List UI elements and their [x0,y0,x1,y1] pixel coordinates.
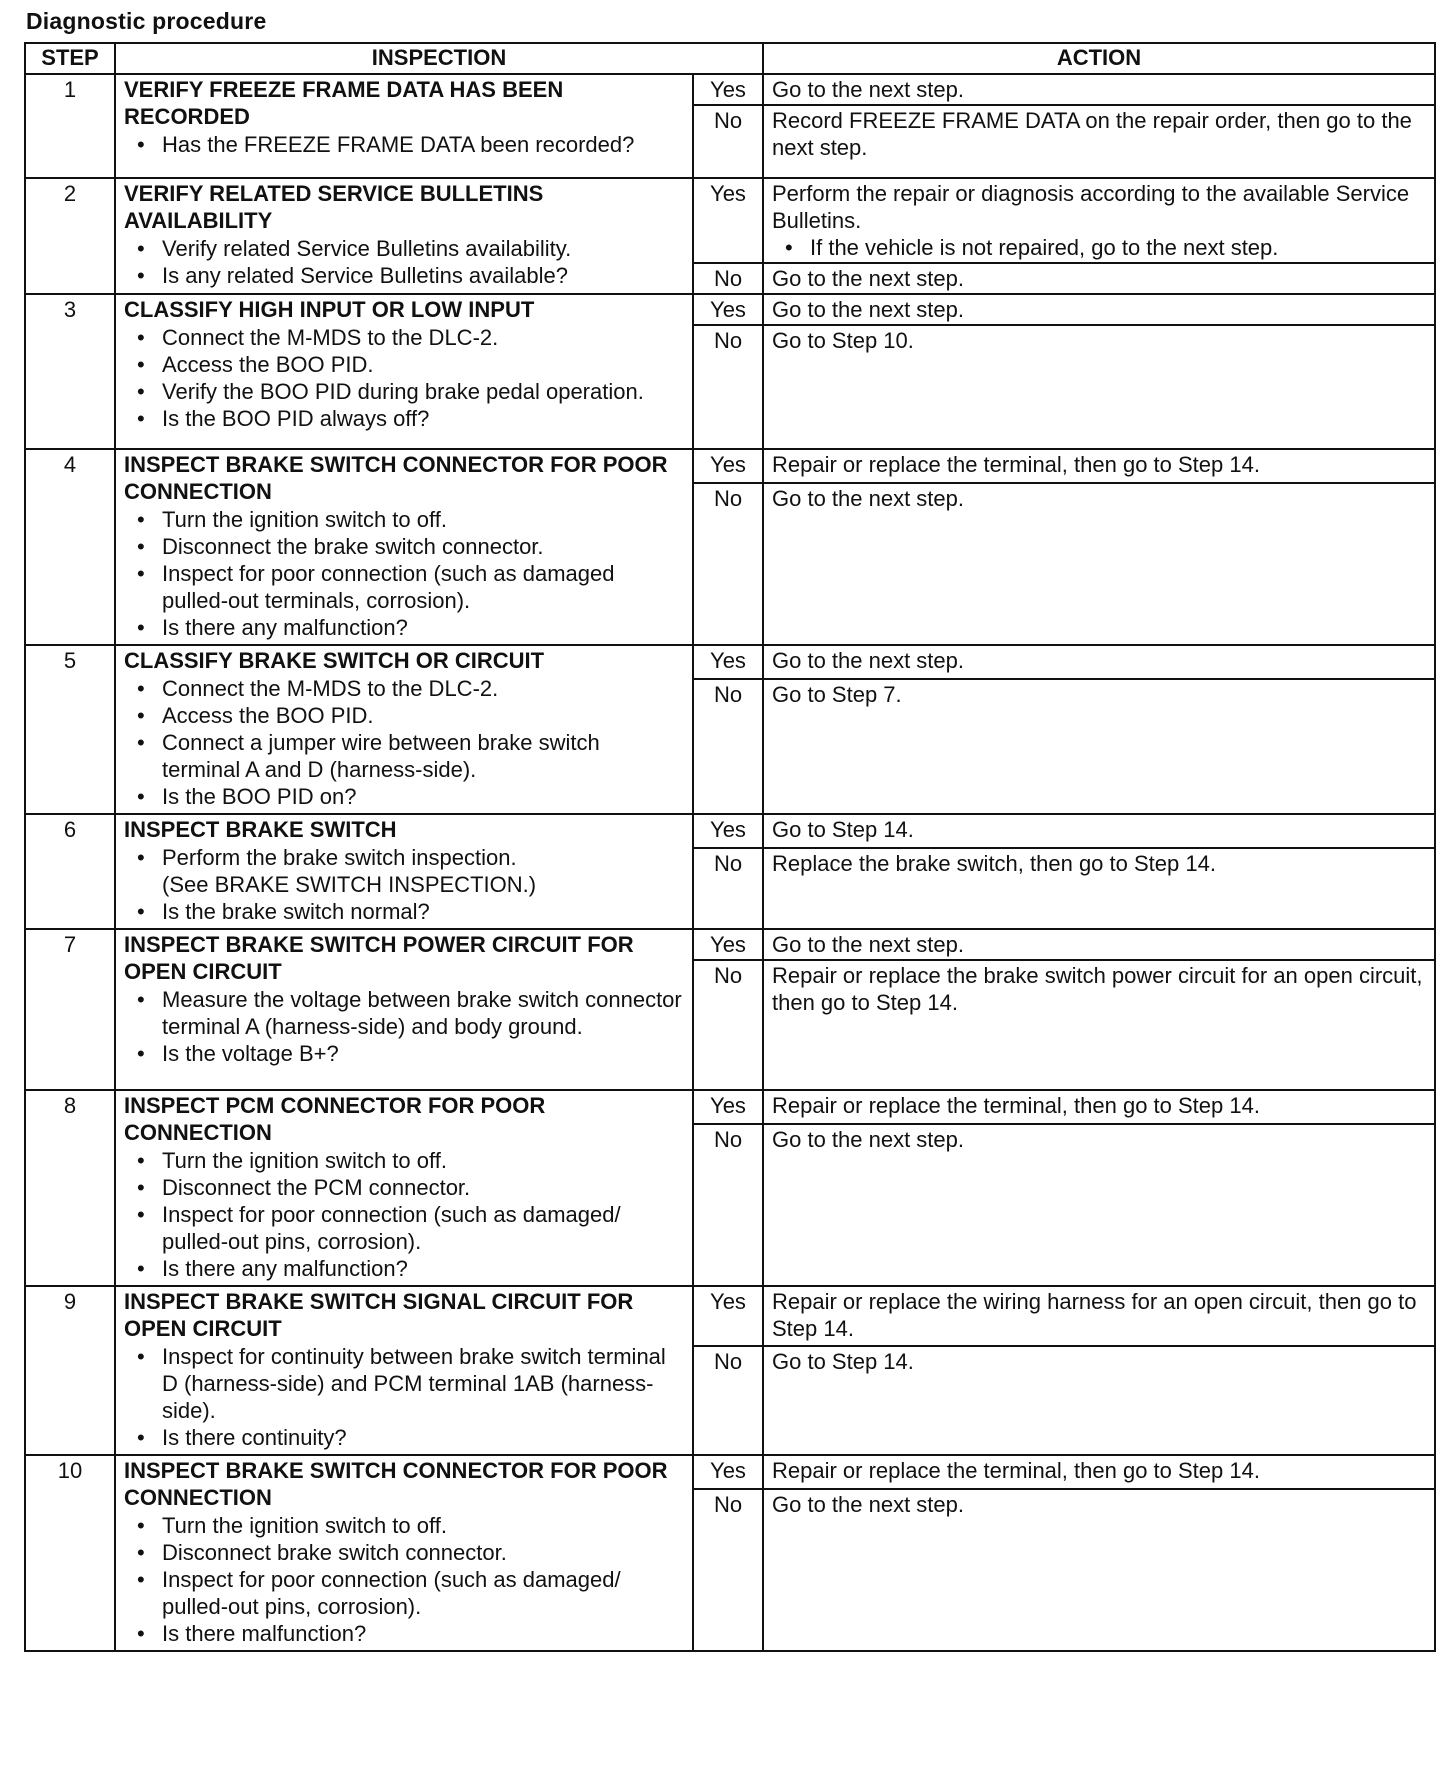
inspection-cell [115,449,693,645]
no-action-cell [763,483,1435,645]
no-action-text: Go to the next step. [772,1126,965,1152]
step-number: 3 [25,294,115,449]
inspection-cell [115,1286,693,1455]
no-label: No [693,679,763,814]
inspection-bullet-list [124,986,684,1067]
table-row [25,814,1435,848]
inspection-cell [115,178,693,294]
inspection-bullet: • Access the BOO PID. [162,351,684,378]
yes-label: Yes [693,1455,763,1489]
inspection-bullet: • Inspect for poor connection (such as damaged pulled-out terminals, corrosion). [162,560,684,614]
yes-action-cell [763,645,1435,679]
table-header-row [25,43,1435,74]
step-column-header: STEP [25,43,115,74]
no-label: No [693,325,763,449]
inspection-title: INSPECT BRAKE SWITCH [124,817,397,842]
no-action-text: Repair or replace the brake switch power circuit for an open circuit, then go to Step 14. [772,963,1423,1015]
inspection-bullet-list [124,324,684,432]
yes-label: Yes [693,645,763,679]
inspection-bullet: • Connect the M-MDS to the DLC-2. [162,324,684,351]
inspection-cell [115,294,693,449]
no-action-cell [763,1489,1435,1651]
step-number: 1 [25,74,115,178]
inspection-cell [115,1090,693,1286]
inspection-bullet: • Connect the M-MDS to the DLC-2. [162,675,684,702]
yes-label: Yes [693,178,763,263]
inspection-bullet: • Is there malfunction? [162,1620,684,1647]
no-label: No [693,848,763,929]
inspection-title: VERIFY FREEZE FRAME DATA HAS BEEN RECORDED [124,77,564,129]
inspection-bullet: • Is the BOO PID on? [162,783,684,810]
inspection-cell [115,1455,693,1651]
inspection-bullet-list [124,1147,684,1282]
table-row [25,1286,1435,1346]
table-row [25,449,1435,483]
step-number: 9 [25,1286,115,1455]
step-number: 8 [25,1090,115,1286]
yes-action-text: Repair or replace the terminal, then go to Step 14. [772,1458,1260,1483]
table-row [25,74,1435,105]
inspection-bullet: • Access the BOO PID. [162,702,684,729]
yes-label: Yes [693,1090,763,1124]
inspection-title: INSPECT BRAKE SWITCH SIGNAL CIRCUIT FOR OPEN CIRCUIT [124,1289,634,1341]
yes-action-cell [763,929,1435,960]
inspection-column-header: INSPECTION [115,43,763,74]
yes-action-text: Repair or replace the terminal, then go to Step 14. [772,452,1260,477]
inspection-bullet: • Inspect for continuity between brake switch terminal D (harness-side) and PCM terminal 1AB (harness-side). [162,1343,684,1424]
yes-action-cell [763,1090,1435,1124]
yes-action-cell [763,178,1435,263]
table-row [25,929,1435,960]
yes-label: Yes [693,929,763,960]
yes-action-cell [763,1286,1435,1346]
no-action-text: Go to the next step. [772,266,965,291]
inspection-bullet-list [124,506,684,641]
no-action-text: Record FREEZE FRAME DATA on the repair order, then go to the next step. [772,108,1412,160]
inspection-bullet: • Is there any malfunction? [162,614,684,641]
inspection-bullet: • Is the BOO PID always off? [162,405,684,432]
yes-action-text: Go to the next step. [772,932,965,957]
no-action-cell [763,1124,1435,1286]
step-number: 4 [25,449,115,645]
inspection-bullet-list [124,675,684,810]
yes-action-text: Go to the next step. [772,297,965,322]
yes-action-cell [763,74,1435,105]
step-number: 10 [25,1455,115,1651]
no-label: No [693,263,763,294]
yes-label: Yes [693,1286,763,1346]
table-row [25,1090,1435,1124]
inspection-bullet: • Is the voltage B+? [162,1040,684,1067]
no-action-text: Go to Step 7. [772,681,902,707]
inspection-title: CLASSIFY HIGH INPUT OR LOW INPUT [124,297,535,322]
yes-action-cell [763,1455,1435,1489]
inspection-title: INSPECT BRAKE SWITCH POWER CIRCUIT FOR OPEN CIRCUIT [124,932,634,984]
inspection-bullet: • Verify the BOO PID during brake pedal operation. [162,378,684,405]
yes-label: Yes [693,449,763,483]
inspection-bullet-list [124,1512,684,1647]
inspection-bullet: • Has the FREEZE FRAME DATA been recorded? [162,131,684,158]
no-action-cell [763,263,1435,294]
yes-label: Yes [693,814,763,848]
page-title: Diagnostic procedure [26,8,267,34]
no-action-text: Replace the brake switch, then go to Step 14. [772,850,1216,876]
inspection-cell [115,814,693,929]
step-number: 6 [25,814,115,929]
step-number: 7 [25,929,115,1090]
inspection-bullet: • Disconnect the brake switch connector. [162,533,684,560]
inspection-bullet-list [124,131,684,158]
inspection-bullet-list [124,844,684,925]
inspection-bullet: • Inspect for poor connection (such as damaged/ pulled-out pins, corrosion). [162,1201,684,1255]
inspection-cell [115,74,693,178]
no-action-text: Go to Step 14. [772,1349,914,1375]
yes-label: Yes [693,74,763,105]
yes-action-cell [763,294,1435,325]
inspection-bullet: • Is the brake switch normal? [162,898,684,925]
inspection-bullet: • Disconnect the PCM connector. [162,1174,684,1201]
no-label: No [693,960,763,1090]
yes-action-text: Go to the next step. [772,77,965,102]
step-number: 5 [25,645,115,814]
inspection-bullet: • Is there continuity? [162,1424,684,1451]
no-action-cell [763,105,1435,178]
no-action-text: Go to Step 10. [772,328,914,353]
inspection-title: INSPECT BRAKE SWITCH CONNECTOR FOR POOR CONNECTION [124,1458,668,1510]
inspection-bullet-list [124,1343,684,1451]
no-action-cell [763,848,1435,929]
no-label: No [693,1489,763,1651]
inspection-bullet: • Is any related Service Bulletins available? [162,262,684,289]
yes-action-text: Go to the next step. [772,648,965,673]
inspection-bullet: • Measure the voltage between brake switch connector terminal A (harness-side) and body ground. [162,986,684,1040]
step-number: 2 [25,178,115,294]
no-label: No [693,1124,763,1286]
yes-action-text: Perform the repair or diagnosis according to the available Service Bulletins. [772,181,1410,233]
table-body [25,74,1435,1651]
no-label: No [693,1346,763,1455]
no-action-cell [763,1346,1435,1455]
table-row [25,178,1435,263]
inspection-bullet: • Perform the brake switch inspection. (See BRAKE SWITCH INSPECTION.) [162,844,684,898]
inspection-title: INSPECT BRAKE SWITCH CONNECTOR FOR POOR CONNECTION [124,452,668,504]
inspection-bullet: • Turn the ignition switch to off. [162,506,684,533]
inspection-bullet-list [124,235,684,289]
inspection-cell [115,929,693,1090]
no-action-cell [763,679,1435,814]
yes-action-sub-bullet: • If the vehicle is not repaired, go to the next step. [810,234,1426,261]
yes-action-text: Go to Step 14. [772,817,914,842]
yes-action-sub-list [772,234,1426,261]
inspection-bullet: • Inspect for poor connection (such as damaged/ pulled-out pins, corrosion). [162,1566,684,1620]
diagnostic-procedure-table [24,42,1436,1652]
yes-action-text: Repair or replace the wiring harness for an open circuit, then go to Step 14. [772,1289,1417,1341]
no-label: No [693,105,763,178]
inspection-bullet: • Connect a jumper wire between brake switch terminal A and D (harness-side). [162,729,684,783]
inspection-title: VERIFY RELATED SERVICE BULLETINS AVAILABILITY [124,181,544,233]
inspection-bullet: • Turn the ignition switch to off. [162,1147,684,1174]
no-action-cell [763,325,1435,449]
table-row [25,294,1435,325]
yes-action-text: Repair or replace the terminal, then go to Step 14. [772,1093,1260,1118]
inspection-bullet: • Disconnect brake switch connector. [162,1539,684,1566]
inspection-cell [115,645,693,814]
no-action-text: Go to the next step. [772,1491,965,1517]
no-action-text: Go to the next step. [772,485,965,511]
inspection-bullet: • Verify related Service Bulletins availability. [162,235,684,262]
no-action-cell [763,960,1435,1090]
action-column-header: ACTION [763,43,1435,74]
inspection-bullet: • Is there any malfunction? [162,1255,684,1282]
yes-label: Yes [693,294,763,325]
yes-action-cell [763,449,1435,483]
inspection-bullet: • Turn the ignition switch to off. [162,1512,684,1539]
table-row [25,1455,1435,1489]
inspection-title: CLASSIFY BRAKE SWITCH OR CIRCUIT [124,648,545,673]
yes-action-cell [763,814,1435,848]
inspection-title: INSPECT PCM CONNECTOR FOR POOR CONNECTION [124,1093,546,1145]
no-label: No [693,483,763,645]
table-row [25,645,1435,679]
